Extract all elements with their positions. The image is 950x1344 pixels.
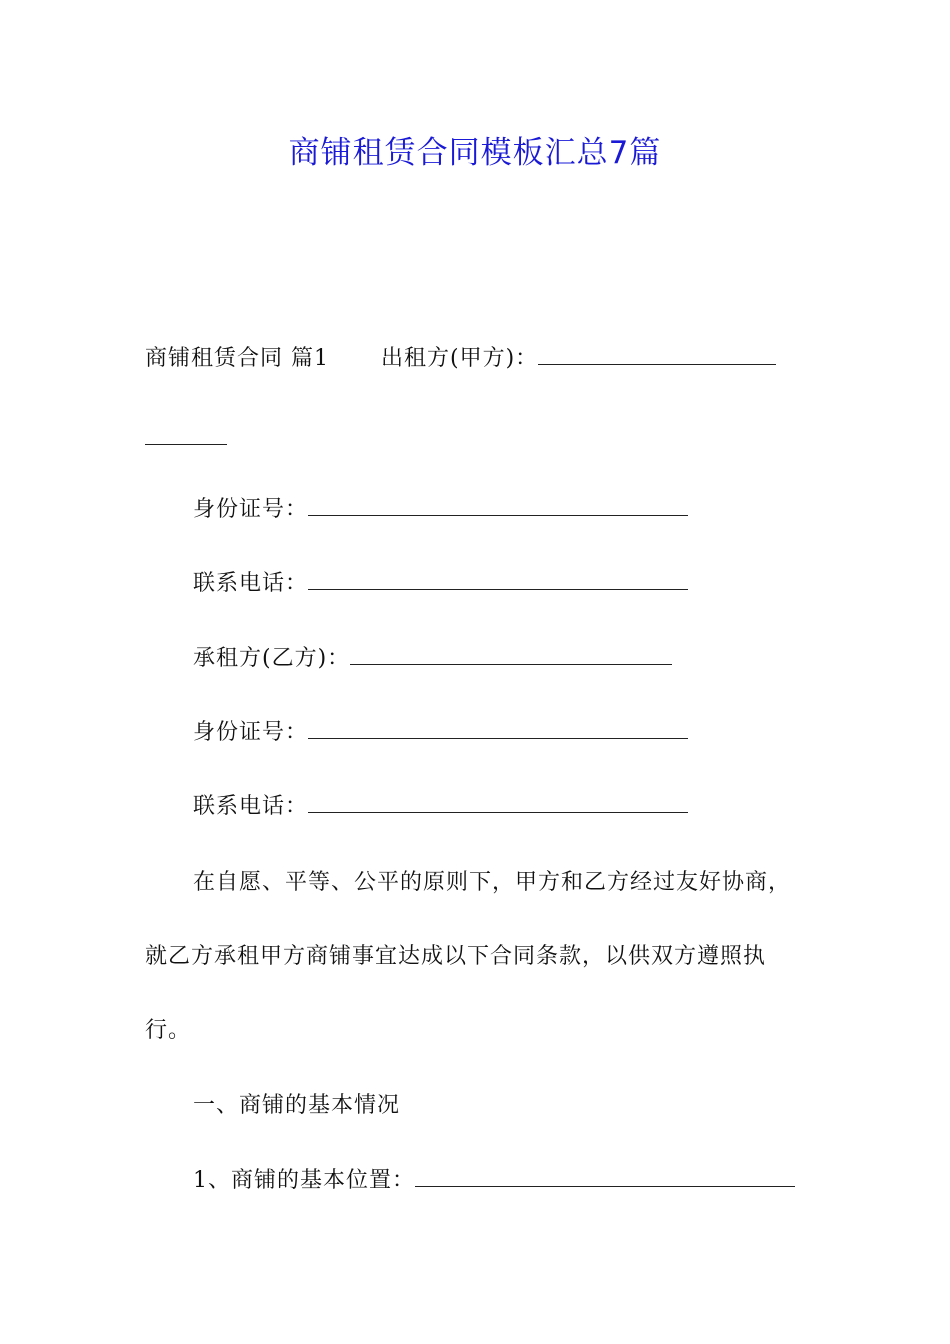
intro-line-3: 行。: [145, 1018, 192, 1043]
lessee-blank[interactable]: [350, 644, 672, 665]
lessee-line: [193, 644, 672, 674]
lessee-label: 承租方(乙方)：: [193, 646, 351, 671]
lessor-phone-line: [193, 569, 688, 599]
lessor-phone-blank[interactable]: [308, 569, 688, 590]
item-1-blank[interactable]: [415, 1166, 795, 1187]
intro-line-2: 就乙方承租甲方商铺事宜达成以下合同条款，以供双方遵照执: [145, 944, 767, 969]
lessee-id-blank[interactable]: [308, 718, 688, 739]
lessee-id-line: [193, 718, 688, 748]
intro-line-1: 在自愿、平等、公平的原则下，甲方和乙方经过友好协商，: [193, 870, 792, 895]
lessee-phone-line: [193, 792, 688, 822]
lessor-id-label: 身份证号：: [193, 497, 309, 522]
lessor-blank-cont[interactable]: [145, 424, 227, 445]
lessor-phone-label: 联系电话：: [193, 571, 309, 596]
item-1-label: 1、商铺的基本位置：: [193, 1168, 415, 1193]
section-heading: 商铺租赁合同 篇1: [145, 346, 329, 371]
lessee-id-label: 身份证号：: [193, 720, 309, 745]
lessor-blank-continuation: [145, 424, 227, 454]
lessor-id-blank[interactable]: [308, 495, 688, 516]
heading-line: [145, 344, 776, 374]
lessor-id-line: [193, 495, 688, 525]
lessor-label: 出租方(甲方)：: [381, 346, 539, 371]
lessee-phone-label: 联系电话：: [193, 794, 309, 819]
lessee-phone-blank[interactable]: [308, 792, 688, 813]
section-1-title: 一、商铺的基本情况: [193, 1093, 401, 1118]
item-1-line: [193, 1166, 795, 1196]
document-title: 商铺租赁合同模板汇总7篇: [288, 135, 662, 171]
lessor-blank[interactable]: [538, 344, 776, 365]
